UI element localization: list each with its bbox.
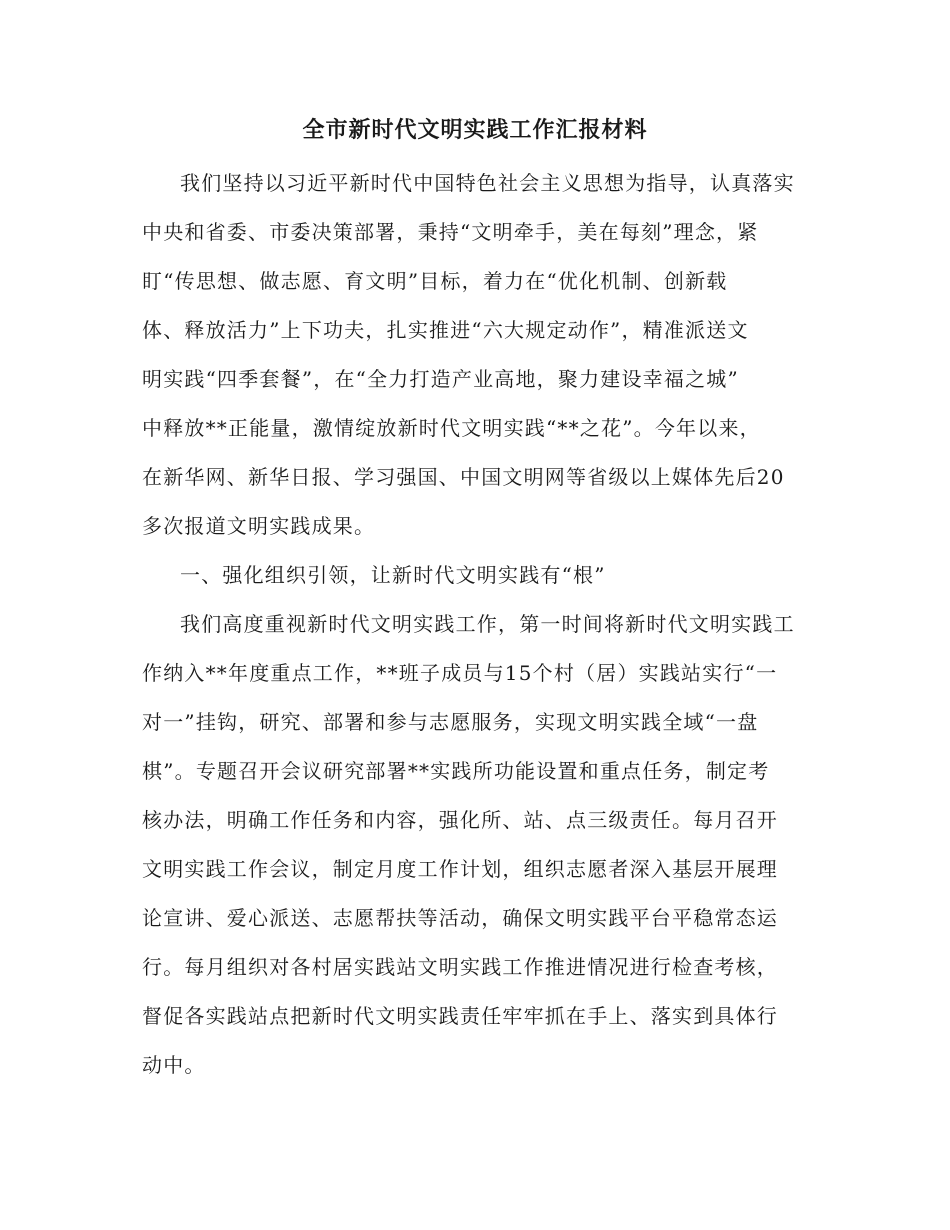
- paragraph-1-line-8: 多次报道文明实践成果。: [142, 514, 376, 538]
- paragraph-1-line-6: 中释放**正能量，激情绽放新时代文明实践“**之花”。今年以来，: [142, 416, 761, 440]
- paragraph-1-line-5: 明实践“四季套餐”，在“全力打造产业高地，聚力建设幸福之城”: [142, 367, 739, 391]
- document-title: 全市新时代文明实践工作汇报材料: [302, 117, 648, 143]
- paragraph-2-line-7: 论宣讲、爱心派送、志愿帮扶等活动，确保文明实践平台平稳常态运: [142, 906, 778, 930]
- section-heading-1: 一、强化组织引领，让新时代文明实践有“根”: [180, 563, 606, 587]
- paragraph-2-line-9: 督促各实践站点把新时代文明实践责任牢牢抓在手上、落实到具体行: [142, 1004, 778, 1028]
- paragraph-2-line-2: 作纳入**年度重点工作，**班子成员与15个村（居）实践站实行“一: [142, 661, 778, 685]
- paragraph-2-line-3: 对一”挂钩，研究、部署和参与志愿服务，实现文明实践全域“一盘: [142, 710, 759, 734]
- paragraph-2-line-10: 动中。: [142, 1053, 206, 1077]
- paragraph-2-line-5: 核办法，明确工作任务和内容，强化所、站、点三级责任。每月召开: [142, 808, 778, 832]
- paragraph-1-line-2: 中央和省委、市委决策部署，秉持“文明牵手，美在每刻”理念，紧: [142, 220, 759, 244]
- paragraph-2-line-6: 文明实践工作会议，制定月度工作计划，组织志愿者深入基层开展理: [142, 857, 778, 881]
- paragraph-2-line-8: 行。每月组织对各村居实践站文明实践工作推进情况进行检查考核，: [142, 955, 778, 979]
- paragraph-1-line-3: 盯“传思想、做志愿、育文明”目标，着力在“优化机制、创新载: [142, 269, 728, 293]
- paragraph-1-line-1: 我们坚持以习近平新时代中国特色社会主义思想为指导，认真落实: [180, 171, 795, 195]
- paragraph-1-line-7: 在新华网、新华日报、学习强国、中国文明网等省级以上媒体先后20: [142, 465, 785, 489]
- paragraph-2-line-4: 棋”。专题召开会议研究部署**实践所功能设置和重点任务，制定考: [142, 759, 770, 783]
- paragraph-2-line-1: 我们高度重视新时代文明实践工作，第一时间将新时代文明实践工: [180, 612, 795, 636]
- paragraph-1-line-4: 体、释放活力”上下功夫，扎实推进“六大规定动作”，精准派送文: [142, 318, 749, 342]
